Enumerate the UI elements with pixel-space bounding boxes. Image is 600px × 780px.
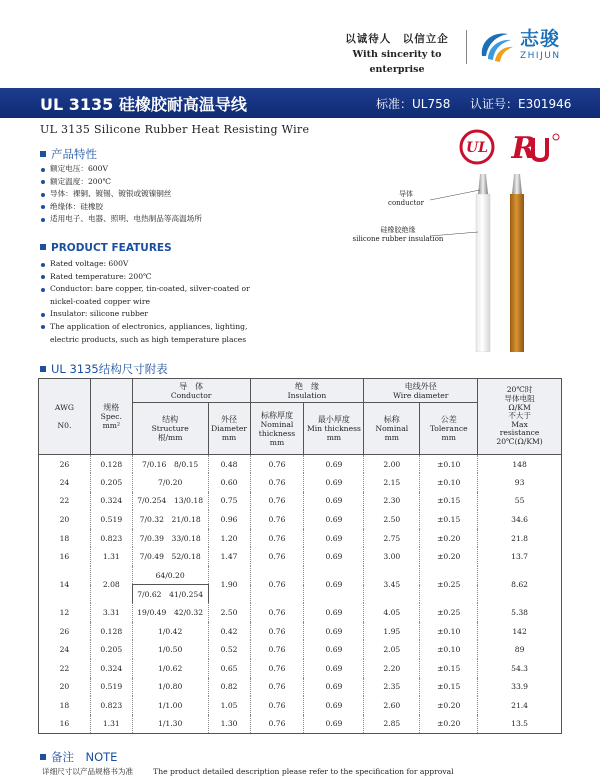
diameter-cell: 0.75: [208, 492, 250, 511]
resistance-cell: 13.7: [478, 547, 562, 566]
brand-name-en: ZHIJUN: [520, 51, 561, 61]
nominal-thickness-cell: 0.76: [250, 547, 304, 566]
brand-logo-icon: [476, 26, 516, 66]
resistance-cell: 13.5: [478, 715, 562, 734]
wire-diameter-header-en: Wire diameter: [393, 390, 449, 400]
resistance-cell: 89: [478, 640, 562, 659]
wire-diameter-cell: 2.05: [364, 640, 420, 659]
structure-cell: 7/0.49 52/0.18: [132, 547, 208, 566]
nominal-thickness-header-unit: mm: [269, 437, 285, 447]
min-thickness-cell: 0.69: [304, 510, 364, 529]
min-thickness-cell: 0.69: [304, 492, 364, 511]
page-subtitle: UL 3135 Silicone Rubber Heat Resisting Wire: [40, 123, 310, 136]
square-bullet-icon: [40, 151, 46, 157]
wire-diameter-cell: 2.35: [364, 678, 420, 697]
awg-cell: 18: [39, 529, 91, 548]
nominal-thickness-cell: 0.76: [250, 473, 304, 492]
wire-diameter-cell: 3.00: [364, 547, 420, 566]
list-item: 导体：裸铜、镀锡、镀银或镀镍铜丝: [40, 188, 265, 201]
tolerance-header-en: Tolerance: [429, 424, 468, 433]
nominal-thickness-cell: 0.76: [250, 696, 304, 715]
table-row: [39, 510, 562, 529]
wire-diameter-cell: 4.05: [364, 603, 420, 622]
diameter-cell: 0.48: [208, 455, 250, 474]
nominal-thickness-header-cn: 标称厚度: [261, 410, 293, 420]
resistance-cell: 21.8: [478, 529, 562, 548]
wire-illustration: [350, 170, 550, 352]
tolerance-cell: ±0.25: [420, 566, 478, 603]
table-row: [39, 678, 562, 697]
conductor-label: [376, 190, 436, 208]
tolerance-cell: ±0.10: [420, 473, 478, 492]
table-row: [39, 715, 562, 734]
table-heading: [40, 361, 168, 377]
table-row: [39, 492, 562, 511]
wire-diameter-cell: 2.85: [364, 715, 420, 734]
features-cn-heading-text: 产品特性: [51, 147, 97, 161]
spec-cell: 2.08: [90, 566, 132, 603]
conductor-header-en: Conductor: [170, 390, 212, 400]
min-thickness-cell: 0.69: [304, 547, 364, 566]
diameter-header-cn: 外径: [221, 415, 238, 424]
features-en-heading-text: PRODUCT FEATURES: [51, 242, 172, 254]
resistance-header: [478, 379, 562, 455]
tolerance-cell: ±0.10: [420, 640, 478, 659]
diameter-header-unit: mm: [221, 433, 237, 442]
spec-cell: 0.324: [90, 659, 132, 678]
diameter-cell: 1.05: [208, 696, 250, 715]
resistance-header-l4: 不大于: [508, 411, 531, 421]
diameter-cell: 0.52: [208, 640, 250, 659]
diameter-cell: 0.42: [208, 622, 250, 641]
structure-header-en: Structure: [151, 424, 189, 433]
resistance-cell: 33.9: [478, 678, 562, 697]
structure-cell: 19/0.49 42/0.32: [132, 603, 208, 622]
table-row: [39, 473, 562, 492]
table-row: [39, 547, 562, 566]
structure-cell: 64/0.20: [132, 566, 208, 585]
tolerance-cell: ±0.20: [420, 696, 478, 715]
resistance-header-l5: Max: [511, 419, 528, 429]
spec-cell: 0.128: [90, 455, 132, 474]
features-cn-heading: [40, 146, 97, 162]
resistance-cell: 148: [478, 455, 562, 474]
tolerance-header: [420, 403, 478, 455]
table-row: [39, 455, 562, 474]
min-thickness-header-en: Min thickness: [306, 424, 361, 433]
structure-cell: 7/0.32 21/0.18: [132, 510, 208, 529]
table-row: [39, 659, 562, 678]
tolerance-cell: ±0.15: [420, 492, 478, 511]
list-item: 额定电压：600V: [40, 163, 265, 176]
awg-cell: 24: [39, 640, 91, 659]
awg-cell: 26: [39, 455, 91, 474]
min-thickness-header: [304, 403, 364, 455]
structure-cell: 7/0.16 8/0.15: [132, 455, 208, 474]
nominal-thickness-cell: 0.76: [250, 492, 304, 511]
square-bullet-icon: [40, 244, 46, 250]
min-thickness-cell: 0.69: [304, 659, 364, 678]
slogan-cn: 以诚待人 以信立企: [345, 33, 449, 45]
tolerance-cell: ±0.15: [420, 678, 478, 697]
brand-name: [520, 27, 561, 61]
resistance-cell: 21.4: [478, 696, 562, 715]
spec-cell: 3.31: [90, 603, 132, 622]
diameter-cell: 2.50: [208, 603, 250, 622]
nominal-thickness-cell: 0.76: [250, 622, 304, 641]
nominal-thickness-header: [250, 403, 304, 455]
tolerance-header-cn: 公差: [440, 415, 457, 424]
tolerance-header-unit: mm: [441, 433, 456, 442]
min-thickness-header-unit: mm: [326, 433, 342, 442]
insulation-header-en: Insulation: [287, 390, 327, 400]
page-title: UL 3135 硅橡胶耐高温导线: [40, 95, 247, 114]
insulation-label: [350, 226, 446, 244]
nominal-thickness-cell: 0.76: [250, 529, 304, 548]
spec-cell: 0.205: [90, 640, 132, 659]
diameter-header-en: Diameter: [211, 424, 248, 433]
spec-header: [90, 379, 132, 455]
ul-listed-icon: [461, 131, 493, 163]
spec-table: [38, 378, 562, 734]
structure-cell: 7/0.62 41/0.254: [132, 585, 208, 604]
wire-diameter-cell: 2.75: [364, 529, 420, 548]
structure-cell: 1/1.00: [132, 696, 208, 715]
awg-header: [39, 379, 91, 455]
table-row: [39, 566, 562, 585]
conductor-header: [132, 379, 250, 403]
tolerance-cell: ±0.15: [420, 510, 478, 529]
resistance-cell: 5.38: [478, 603, 562, 622]
awg-cell: 22: [39, 492, 91, 511]
list-item: Conductor: bare copper, tin-coated, silver-coated or nickel-coated copper wire: [40, 283, 265, 308]
features-en-heading: [40, 242, 172, 254]
structure-cell: 1/0.50: [132, 640, 208, 659]
tolerance-cell: ±0.20: [420, 529, 478, 548]
diameter-cell: 0.96: [208, 510, 250, 529]
awg-cell: 20: [39, 678, 91, 697]
title-bar: [0, 88, 600, 118]
nominal-header-unit: mm: [384, 433, 399, 442]
slogan-en: With sincerity to enterprise: [352, 49, 442, 75]
diameter-cell: 1.20: [208, 529, 250, 548]
resistance-cell: 142: [478, 622, 562, 641]
nominal-thickness-cell: 0.76: [250, 715, 304, 734]
structure-cell: 1/0.42: [132, 622, 208, 641]
list-item: 适用电子、电器、照明、电热制品等高温场所: [40, 213, 265, 226]
structure-cell: 7/0.254 13/0.18: [132, 492, 208, 511]
spec-cell: 0.128: [90, 622, 132, 641]
nominal-thickness-header-en: Nominal thickness: [258, 419, 296, 438]
structure-cell: 1/0.62: [132, 659, 208, 678]
awg-cell: 14: [39, 566, 91, 603]
wire-diameter-cell: 3.45: [364, 566, 420, 603]
nominal-thickness-cell: 0.76: [250, 640, 304, 659]
min-thickness-cell: 0.69: [304, 715, 364, 734]
brand-block: [330, 26, 590, 75]
square-bullet-icon: [40, 754, 46, 760]
wire-diameter-cell: 2.60: [364, 696, 420, 715]
awg-header-text: AWG: [54, 403, 74, 412]
resistance-cell: 93: [478, 473, 562, 492]
diameter-cell: 1.90: [208, 566, 250, 603]
table-row: [39, 622, 562, 641]
awg-cell: 22: [39, 659, 91, 678]
wire-diameter-cell: 2.20: [364, 659, 420, 678]
no-header-text: N0.: [57, 421, 72, 430]
table-row: [39, 529, 562, 548]
structure-cell: 1/0.80: [132, 678, 208, 697]
wire-diameter-cell: 2.15: [364, 473, 420, 492]
awg-cell: 20: [39, 510, 91, 529]
ru-recognized-icon: [511, 131, 559, 166]
nominal-header-cn: 标称: [383, 415, 400, 424]
diameter-cell: 0.65: [208, 659, 250, 678]
awg-cell: 16: [39, 547, 91, 566]
nominal-header-en: Nominal: [375, 424, 409, 433]
wire-diameter-cell: 2.00: [364, 455, 420, 474]
square-bullet-icon: [40, 366, 46, 372]
note-text-en: The product detailed description please refer to the specification for approval: [153, 767, 454, 776]
insulation-header-cn: 绝 缘: [294, 381, 319, 391]
list-item: 绝缘体：硅橡胶: [40, 201, 265, 214]
structure-cell: 7/0.20: [132, 473, 208, 492]
note-text: [42, 766, 474, 777]
wire-diameter-header: [364, 379, 478, 403]
nominal-header: [364, 403, 420, 455]
spec-cell: 0.519: [90, 678, 132, 697]
spec-cell: 0.823: [90, 696, 132, 715]
resistance-header-l1: 20℃时: [506, 385, 533, 395]
awg-cell: 12: [39, 603, 91, 622]
certification-logos: [458, 128, 568, 166]
structure-header: [132, 403, 208, 455]
min-thickness-cell: 0.69: [304, 473, 364, 492]
tolerance-cell: ±0.15: [420, 659, 478, 678]
list-item: 额定温度：200℃: [40, 176, 265, 189]
min-thickness-cell: 0.69: [304, 603, 364, 622]
conductor-label-cn: 导体: [399, 190, 413, 198]
insulation-label-cn: 硅橡胶绝缘: [380, 226, 416, 234]
spec-header-unit: mm²: [102, 421, 121, 430]
spec-cell: 0.519: [90, 510, 132, 529]
tolerance-cell: ±0.25: [420, 603, 478, 622]
resistance-header-l2: 导体电阻: [504, 394, 535, 404]
spec-cell: 1.31: [90, 715, 132, 734]
table-heading-text: UL 3135结构尺寸附表: [51, 362, 168, 376]
tolerance-cell: ±0.10: [420, 455, 478, 474]
brand-slogan: [330, 32, 464, 77]
list-item: Insulator: silicone rubber: [40, 308, 265, 321]
nominal-thickness-cell: 0.76: [250, 603, 304, 622]
brand-name-cn: 志骏: [520, 28, 561, 50]
tolerance-cell: ±0.20: [420, 547, 478, 566]
table-row: [39, 696, 562, 715]
conductor-header-cn: 导 体: [179, 381, 204, 391]
tolerance-cell: ±0.20: [420, 715, 478, 734]
awg-cell: 26: [39, 622, 91, 641]
ul-logo-text: UL: [465, 140, 489, 156]
list-item: The application of electronics, appliances, lighting, electric products, such as high temperature places: [40, 321, 265, 346]
spec-cell: 0.205: [90, 473, 132, 492]
min-thickness-cell: 0.69: [304, 640, 364, 659]
resistance-header-l6: resistance: [499, 428, 540, 438]
spec-table-body: [39, 455, 562, 734]
min-thickness-cell: 0.69: [304, 529, 364, 548]
wire-diameter-header-cn: 电线外径: [404, 381, 437, 391]
resistance-cell: 55: [478, 492, 562, 511]
min-thickness-cell: 0.69: [304, 678, 364, 697]
certificate-label: 认证号：E301946: [470, 97, 572, 111]
nominal-thickness-cell: 0.76: [250, 678, 304, 697]
standard-label: 标准：UL758: [376, 97, 451, 111]
table-row: [39, 640, 562, 659]
awg-cell: 24: [39, 473, 91, 492]
tolerance-cell: ±0.10: [420, 622, 478, 641]
resistance-header-l3: Ω/KM: [508, 402, 531, 412]
diameter-cell: 0.82: [208, 678, 250, 697]
ru-logo-text: R: [511, 131, 537, 166]
min-thickness-cell: 0.69: [304, 696, 364, 715]
resistance-cell: 8.62: [478, 566, 562, 603]
awg-cell: 18: [39, 696, 91, 715]
features-cn-list: [40, 163, 265, 226]
wire-diameter-cell: 2.30: [364, 492, 420, 511]
nominal-thickness-cell: 0.76: [250, 566, 304, 603]
structure-header-unit: 根/mm: [157, 433, 183, 442]
nominal-thickness-cell: 0.76: [250, 455, 304, 474]
spec-header-en: Spec.: [100, 412, 122, 421]
diameter-header: [208, 403, 250, 455]
min-thickness-cell: 0.69: [304, 566, 364, 603]
resistance-cell: 54.3: [478, 659, 562, 678]
conductor-label-en: conductor: [388, 199, 424, 207]
note-heading-text: 备注 NOTE: [51, 750, 118, 764]
wire-diameter-cell: 2.50: [364, 510, 420, 529]
nominal-thickness-cell: 0.76: [250, 510, 304, 529]
table-row: [39, 603, 562, 622]
nominal-thickness-cell: 0.76: [250, 659, 304, 678]
diameter-cell: 1.30: [208, 715, 250, 734]
list-item: Rated voltage: 600V: [40, 258, 265, 271]
wire-diameter-cell: 1.95: [364, 622, 420, 641]
min-thickness-header-cn: 最小厚度: [317, 415, 350, 424]
awg-cell: 16: [39, 715, 91, 734]
diameter-cell: 1.47: [208, 547, 250, 566]
spec-header-cn: 规格: [103, 403, 120, 412]
features-en-list: [40, 258, 265, 346]
insulation-header: [250, 379, 364, 403]
diameter-cell: 0.60: [208, 473, 250, 492]
brand-divider: [466, 30, 467, 64]
insulation-label-en: silicone rubber insulation: [352, 235, 444, 243]
structure-header-cn: 结构: [162, 415, 179, 424]
note-heading: [40, 749, 117, 765]
resistance-header-l7: 20℃(Ω/KM): [496, 436, 543, 446]
spec-cell: 0.823: [90, 529, 132, 548]
structure-cell: 7/0.39 33/0.18: [132, 529, 208, 548]
spec-cell: 0.324: [90, 492, 132, 511]
resistance-cell: 34.6: [478, 510, 562, 529]
spec-cell: 1.31: [90, 547, 132, 566]
structure-cell: 1/1.30: [132, 715, 208, 734]
note-text-cn: 详细尺寸以产品规格书为准: [42, 767, 134, 776]
min-thickness-cell: 0.69: [304, 455, 364, 474]
list-item: Rated temperature: 200℃: [40, 271, 265, 284]
min-thickness-cell: 0.69: [304, 622, 364, 641]
